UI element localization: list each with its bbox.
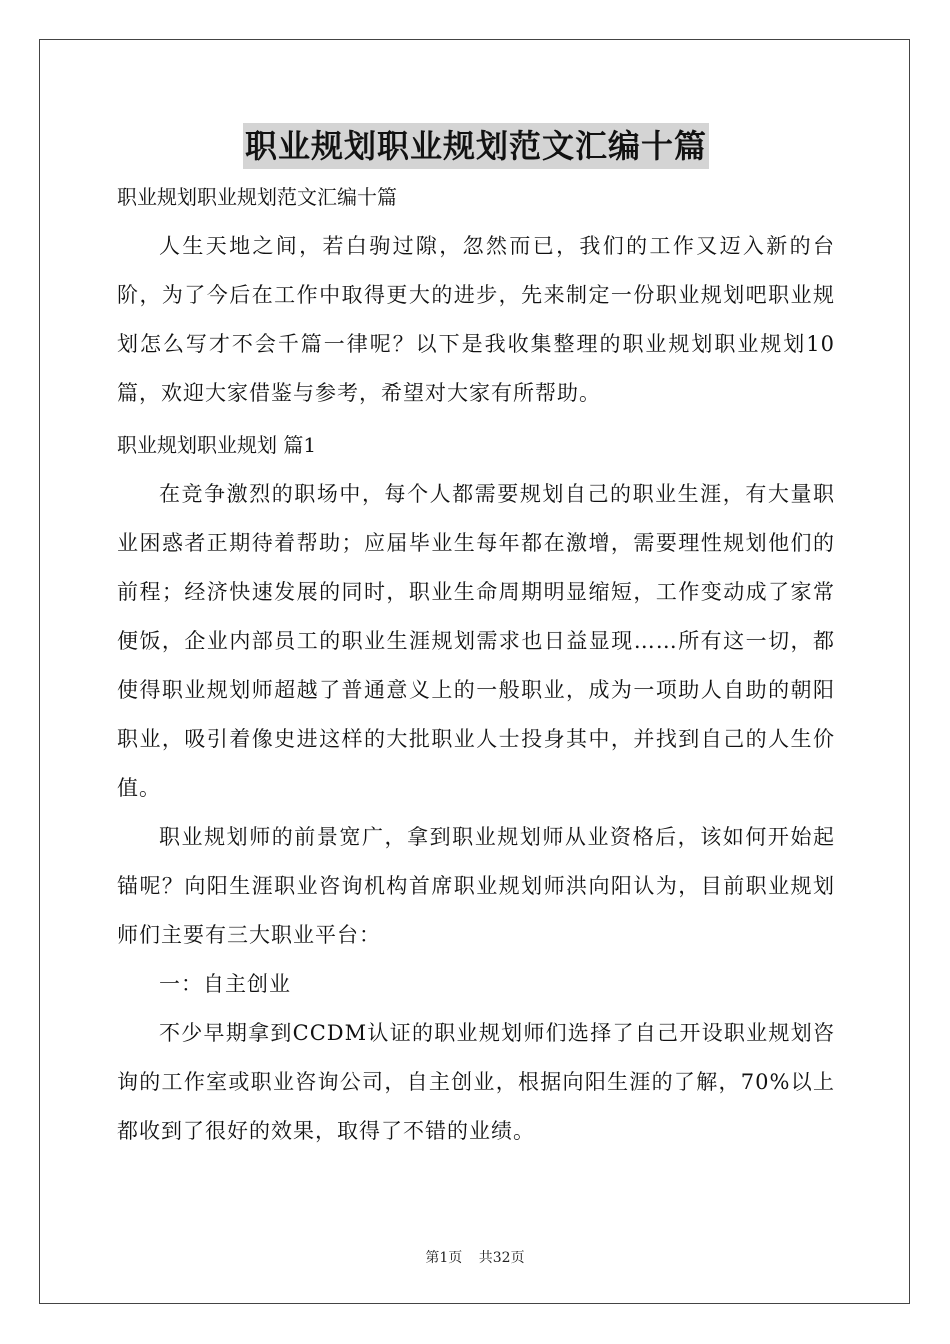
section-paragraph-3: 不少早期拿到CCDM认证的职业规划师们选择了自己开设职业规划咨询的工作室或职业咨询公司，自主创业，根据向阳生涯的了解，70%以上都收到了很好的效果，取得了不错的业绩。 — [117, 1021, 835, 1143]
document-title-text: 职业规划职业规划范文汇编十篇 — [243, 123, 709, 169]
intro-paragraph: 人生天地之间，若白驹过隙，忽然而已，我们的工作又迈入新的台阶，为了今后在工作中取得更大的进步，先来制定一份职业规划吧职业规划怎么写才不会千篇一律呢？以下是我收集整理的职业规划职业规划10篇，欢迎大家借鉴与参考，希望对大家有所帮助。 — [117, 234, 835, 405]
page-total: 共32页 — [478, 1250, 525, 1266]
section-heading: 职业规划职业规划 篇1 — [117, 433, 317, 457]
document-title — [117, 122, 835, 170]
list-item-self-employment: 一：自主创业 — [159, 972, 291, 996]
document-body — [117, 122, 835, 1156]
section-paragraph-2: 职业规划师的前景宽广，拿到职业规划师从业资格后，该如何开始起锚呢？向阳生涯职业咨询机构首席职业规划师洪向阳认为，目前职业规划师们主要有三大职业平台： — [117, 825, 835, 947]
section-paragraph-1: 在竞争激烈的职场中，每个人都需要规划自己的职业生涯，有大量职业困惑者正期待着帮助；应届毕业生每年都在激增，需要理性规划他们的前程；经济快速发展的同时，职业生命周期明显缩短，工作变动成了家常便饭，企业内部员工的职业生涯规划需求也日益显现……所有这一切，都使得职业规划师超越了普通意义上的一般职业，成为一项助人自助的朝阳职业，吸引着像史进这样的大批职业人士投身其中，并找到自己的人生价值。 — [117, 482, 835, 800]
page-footer — [0, 1247, 950, 1267]
document-subtitle: 职业规划职业规划范文汇编十篇 — [117, 185, 397, 209]
page-number: 第1页 — [425, 1250, 463, 1266]
